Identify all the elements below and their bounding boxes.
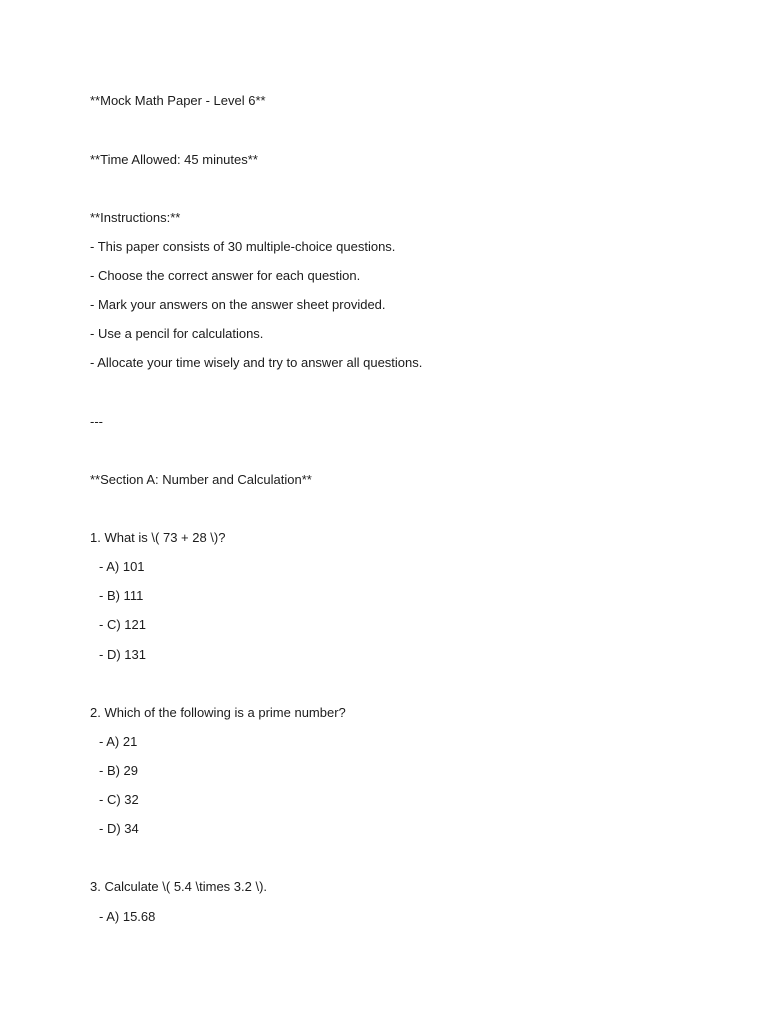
question-1: 1. What is \( 73 + 28 \)? <box>90 530 226 545</box>
question-1-option-b: - B) 111 <box>99 588 144 603</box>
paper-title: **Mock Math Paper - Level 6** <box>90 93 266 108</box>
question-2-option-c: - C) 32 <box>99 792 139 807</box>
question-1-option-a: - A) 101 <box>99 559 145 574</box>
instruction-item: - Choose the correct answer for each question. <box>90 268 361 283</box>
instructions-heading: **Instructions:** <box>90 210 181 225</box>
instruction-item: - Use a pencil for calculations. <box>90 326 264 341</box>
instruction-item: - Mark your answers on the answer sheet provided. <box>90 297 386 312</box>
question-2: 2. Which of the following is a prime number? <box>90 705 346 720</box>
question-3: 3. Calculate \( 5.4 \times 3.2 \). <box>90 879 268 894</box>
question-1-option-c: - C) 121 <box>99 617 146 632</box>
question-2-option-d: - D) 34 <box>99 821 139 836</box>
time-allowed: **Time Allowed: 45 minutes** <box>90 152 258 167</box>
instruction-item: - Allocate your time wisely and try to answer all questions. <box>90 355 423 370</box>
instruction-item: - This paper consists of 30 multiple-choice questions. <box>90 239 396 254</box>
question-2-option-a: - A) 21 <box>99 734 138 749</box>
section-separator: --- <box>90 414 103 429</box>
question-1-option-d: - D) 131 <box>99 647 146 662</box>
question-2-option-b: - B) 29 <box>99 763 139 778</box>
section-heading: **Section A: Number and Calculation** <box>90 472 312 487</box>
question-3-option-a: - A) 15.68 <box>99 909 156 924</box>
